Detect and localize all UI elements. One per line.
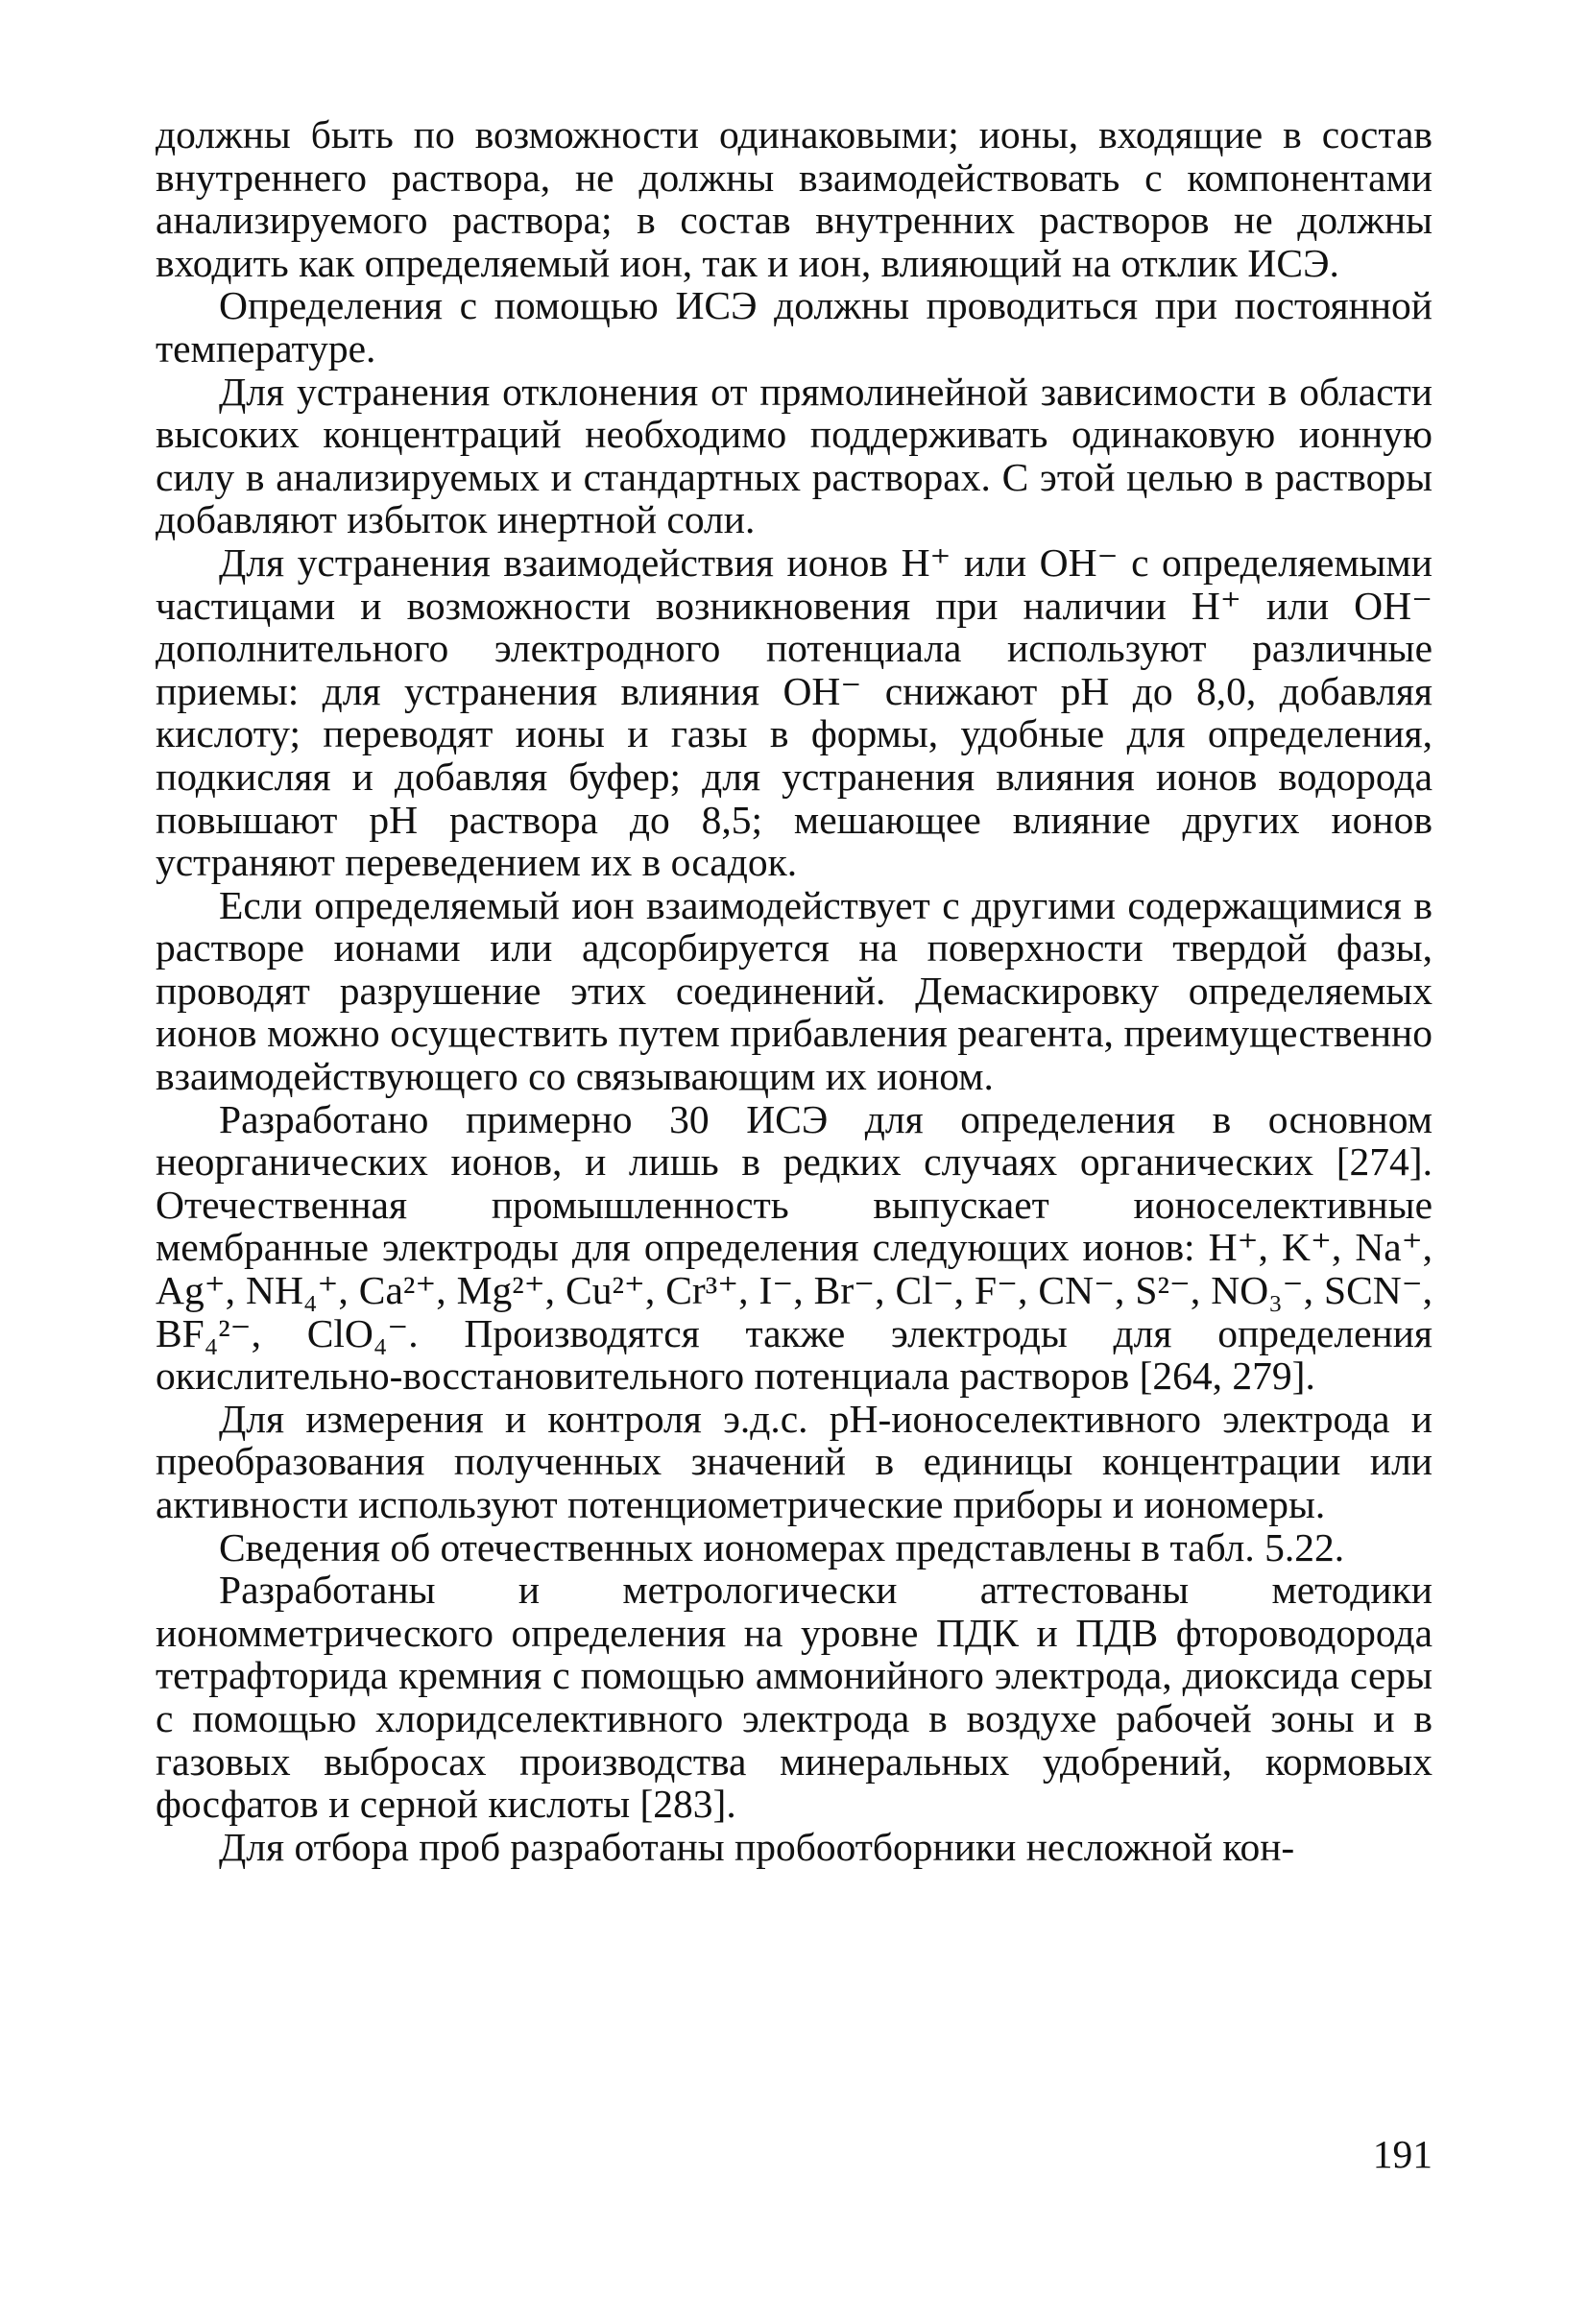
paragraph-electrode-list: Разработано примерно 30 ИСЭ для определения в основном неорганических ионов, и лишь в редких случаях органических [274]. Отечественная промышленность выпускает ионоселективные мембранные электроды для определения следующих ионов: H⁺, K⁺, Na⁺, Ag⁺, NH₄⁺, Ca²⁺, Mg²⁺, Cu²⁺, Cr³⁺, I⁻, Br⁻, Cl⁻, F⁻, CN⁻, S²⁻, NO₃⁻, SCN⁻, BF₄²⁻, ClO₄⁻. Производятся также электроды для определения окислительно-восстановительного потенциала растворов [264, 279]. xyxy=(156,1096,1433,1399)
paragraph-temperature: Определения с помощью ИСЭ должны проводиться при постоянной температуре. xyxy=(156,283,1433,371)
paragraph-table-reference: Сведения об отечественных иономерах представлены в табл. 5.22. xyxy=(219,1524,1345,1569)
paragraph-continuation: должны быть по возможности одинаковыми; ионы, входящие в состав внутреннего раствора, не должны взаимодействовать с компонентами анализируемого раствора; в состав внутренних растворов не должны входить как определяемый ион, так и ион, влияющий на отклик ИСЭ. xyxy=(156,112,1433,285)
paragraph-h-oh-interference: Для устранения взаимодействия ионов H⁺ или OH⁻ с определяемыми частицами и возможности возникновения при наличии H⁺ или OH⁻ дополнительного электродного потенциала используют различные приемы: для устранения влияния OH⁻ снижают pH до 8,0, добавляя кислоту; переводят ионы и газы в формы, удобные для определения, подкисляя и добавляя буфер; для устранения влияния ионов водорода повышают pH раствора до 8,5; мешающее влияние других ионов устраняют переведением их в осадок. xyxy=(156,539,1433,885)
paragraph-ionic-strength: Для устранения отклонения от прямолинейной зависимости в области высоких концентраций необходимо поддерживать одинаковую ионную силу в анализируемых и стандартных растворах. С этой целью в растворы добавляют избыток инертной соли. xyxy=(156,369,1433,542)
paragraph-sampling: Для отбора проб разработаны пробоотборники несложной кон- xyxy=(219,1824,1295,1869)
paragraph-demasking: Если определяемый ион взаимодействует с другими содержащимися в растворе ионами или адсорбируется на поверхности твердой фазы, проводят разрушение этих соединений. Демаскировку определяемых ионов можно осуществить путем прибавления реагента, преимущественно взаимодействующего со связывающим их ионом. xyxy=(156,882,1433,1099)
paragraph-ionomers: Для измерения и контроля э.д.с. pH-ионоселективного электрода и преобразования полученных значений в единицы концентрации или активности используют потенциометрические приборы и иономеры. xyxy=(156,1396,1433,1526)
paragraph-methods: Разработаны и метрологически аттестованы методики иономметрического определения на уровне ПДК и ПДВ фтороводорода тетрафторида кремния с помощью аммонийного электрода, диоксида серы с помощью хлоридселективного электрода в воздухе рабочей зоны и в газовых выбросах производства минеральных удобрений, кормовых фосфатов и серной кислоты [283]. xyxy=(156,1568,1433,1827)
page-body xyxy=(156,113,1433,1868)
page-number: 191 xyxy=(1372,2132,1433,2176)
